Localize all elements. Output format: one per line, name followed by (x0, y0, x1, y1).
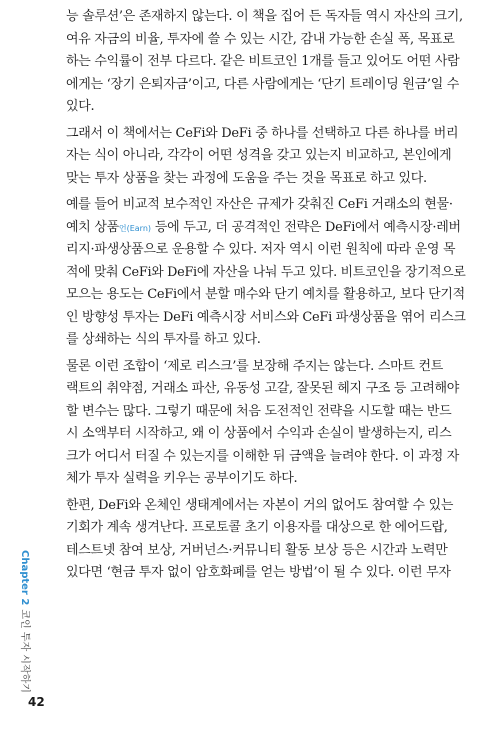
text-line: 인 방향성 투자는 DeFi 예측시장 서비스와 CeFi 파생상품을 엮어 리스크 (66, 309, 466, 325)
text-line: 테스트넷 참여 보상, 거버넌스·커뮤니티 활동 보상 등은 시간과 노력만 (66, 542, 448, 558)
text-line: 능 솔루션’은 존재하지 않는다. 이 책을 집어 든 독자들 역시 자산의 크기, (66, 9, 463, 24)
text-line: 에게는 ‘장기 은퇴자금’이고, 다른 사람에게는 ‘단기 트레이딩 원금’일 수 (66, 76, 460, 92)
body-text (66, 6, 466, 585)
text-line: 크가 어디서 터질 수 있는지를 이해한 뒤 금액을 늘려야 한다. 이 과정 자 (66, 448, 460, 464)
text-segment: 예치 상품 (66, 219, 119, 235)
text-segment: 등에 두고, 더 공격적인 전략은 DeFi에서 예측시장·레버 (151, 219, 461, 235)
paragraph (66, 194, 466, 352)
text-line: 랙트의 취약점, 거래소 파산, 유동성 고갈, 잘못된 헤지 구조 등 고려해야 (66, 381, 460, 396)
text-line: 그래서 이 책에서는 CeFi와 DeFi 중 하나를 선택하고 다른 하나를 버리 (66, 125, 459, 141)
text-line: 체가 투자 실력을 키우는 공부이기도 하다. (66, 471, 298, 486)
text-line: 맞는 투자 상품을 찾는 과정에 도움을 주는 것을 목표로 하고 있다. (66, 170, 427, 186)
paragraph (66, 6, 466, 119)
chapter-side-label (19, 550, 36, 693)
paragraph (66, 495, 466, 585)
text-line: 한편, DeFi와 온체인 생태계에서는 자본이 거의 없어도 참여할 수 있는 (66, 497, 454, 513)
text-line: 적에 맞춰 CeFi와 DeFi에 자산을 나눠 두고 있다. 비트코인을 장기적으로 (66, 264, 466, 280)
text-line: 있다. (66, 99, 95, 114)
paragraph (66, 356, 466, 491)
text-line: 자는 식이 아니라, 각각이 어떤 성격을 갖고 있는지 비교하고, 본인에게 (66, 148, 452, 163)
text-line: 예를 들어 비교적 보수적인 자산은 규제가 갖춰진 CeFi 거래소의 현물· (66, 197, 453, 212)
text-line: 하는 수익률이 전부 다르다. 같은 비트코인 1개를 들고 있어도 어떤 사람 (66, 54, 460, 69)
text-line: 리지·파생상품으로 운용할 수 있다. 저자 역시 이런 원칙에 따라 운영 목 (66, 242, 456, 257)
text-line: 있다면 ‘현금 투자 없이 암호화폐를 얻는 방법’이 될 수 있다. 이런 무자 (66, 565, 451, 580)
text-line: 를 상쇄하는 식의 투자를 하고 있다. (66, 332, 261, 347)
page-number: 42 (28, 695, 45, 709)
text-line: 할 변수는 많다. 그렇기 때문에 처음 도전적인 전략을 시도할 때는 반드 (66, 403, 452, 419)
chapter-number: Chapter 2 (19, 550, 30, 606)
paragraph (66, 123, 466, 191)
text-line: 시 소액부터 시작하고, 왜 이 상품에서 수익과 손실이 발생하는지, 리스 (66, 426, 452, 441)
text-line: 모으는 용도는 CeFi에서 분할 매수와 단기 예치를 활용하고, 보다 단기적 (66, 287, 465, 302)
ruby-annotation: 언(Earn) (118, 223, 152, 233)
text-line: 물론 이런 조합이 ‘제로 리스크’를 보장해 주지는 않는다. 스마트 컨트 (66, 358, 443, 374)
text-line: 여유 자금의 비율, 투자에 쓸 수 있는 시간, 감내 가능한 손실 폭, 목표로 (66, 31, 455, 47)
chapter-title: 코인 투자 시작하기 (19, 609, 30, 693)
text-line-with-ruby (66, 217, 466, 240)
text-line: 기회가 계속 생겨난다. 프로토콜 초기 이용자를 대상으로 한 에어드랍, (66, 520, 448, 535)
